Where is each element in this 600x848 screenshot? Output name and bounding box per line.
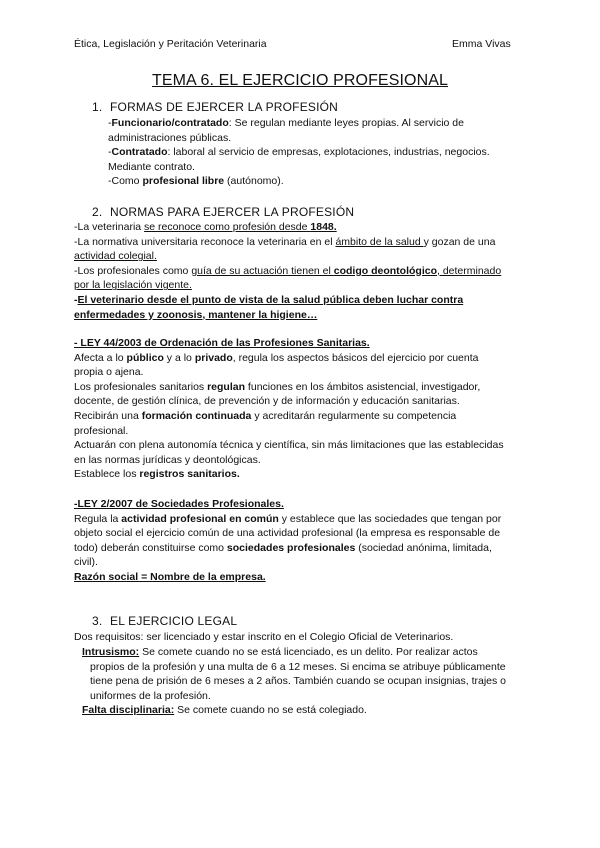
header-author: Emma Vivas xyxy=(452,38,511,50)
section-2-heading xyxy=(92,205,354,219)
text-line: profesional. xyxy=(74,424,129,437)
text-line: enfermedades y zoonosis, mantener la higiene… xyxy=(74,308,318,321)
text-line: -El veterinario desde el punto de vista de la salud pública deben luchar contra xyxy=(74,293,464,306)
text-line: Mediante contrato. xyxy=(108,160,195,173)
page-title: TEMA 6. EL EJERCICIO PROFESIONAL xyxy=(151,72,448,89)
text-line: actividad colegial. xyxy=(74,250,157,263)
text-line: Actuarán con plena autonomía técnica y científica, sin más limitaciones que las establecidas xyxy=(74,439,504,452)
text-line: uniformes de la profesión. xyxy=(90,689,211,702)
section-1-number: 1. xyxy=(92,100,103,114)
text-line: -Contratado: laboral al servicio de empresas, explotaciones, industrias, negocios. xyxy=(108,146,490,159)
text-line: -La veterinaria se reconoce como profesión desde 1848. xyxy=(74,221,337,233)
section-3-body xyxy=(82,645,506,718)
header-course: Ética, Legislación y Peritación Veterinaria xyxy=(74,38,267,50)
text-line: -Como profesional libre (autónomo). xyxy=(108,175,284,188)
ley-44-2003-heading: - LEY 44/2003 de Ordenación de las Profesiones Sanitarias. xyxy=(74,337,370,349)
section-1-heading xyxy=(92,100,338,114)
ley-44-2003-block xyxy=(74,336,504,482)
text-line: propios de la profesión y una multa de 6 a 12 meses. Si encima se atribuye públicamente xyxy=(90,660,506,673)
text-line: civil). xyxy=(74,556,98,569)
text-line: Afecta a lo público y a lo privado, regula los aspectos básicos del ejercicio por cuenta xyxy=(74,351,479,364)
text-line: Los profesionales sanitarios regulan funciones en los ámbitos asistencial, investigador, xyxy=(74,380,481,393)
section-3-number: 3. xyxy=(92,614,103,628)
text-line: todo) deberán constituirse como sociedades profesionales (sociedad anónima, limitada, xyxy=(74,541,492,554)
text-line: propia o ajena. xyxy=(74,366,144,379)
text-line: docente, de gestión clínica, de prevención y de información y educación sanitarias. xyxy=(74,395,460,408)
ley-2-2007-block xyxy=(74,497,501,585)
text-line: Recibirán una formación continuada y acreditarán regularmente su competencia xyxy=(74,409,457,422)
text-line: objeto social el ejercicio común de una actividad profesional (la empresa es responsable de xyxy=(74,527,501,540)
text-line: administraciones públicas. xyxy=(108,131,232,144)
section-3-heading xyxy=(92,614,237,628)
text-line: Establece los registros sanitarios. xyxy=(74,468,240,481)
section-2-body xyxy=(74,220,501,322)
text-line: por la legislación vigente. xyxy=(74,279,192,292)
ley-2-2007-heading: -LEY 2/2007 de Sociedades Profesionales. xyxy=(74,498,284,510)
text-line: Regula la actividad profesional en común y establece que las sociedades que tengan por xyxy=(74,512,502,525)
text-line: Razón social = Nombre de la empresa. xyxy=(74,570,266,583)
text-line: tiene pena de prisión de 6 meses a 2 años. También cuando se ocupan insignias, trajes o xyxy=(90,675,506,688)
section-1-title: FORMAS DE EJERCER LA PROFESIÓN xyxy=(110,100,339,114)
text-line: Intrusismo: Se comete cuando no se está licenciado, es un delito. Por realizar actos xyxy=(82,646,478,658)
section-3-intro xyxy=(74,630,453,645)
text-line: -Los profesionales como guía de su actuación tienen el codigo deontológico, determinado xyxy=(74,264,502,277)
text-line: Falta disciplinaria: Se comete cuando no se está colegiado. xyxy=(82,704,367,717)
section-2-number: 2. xyxy=(92,205,103,219)
text-line: -Funcionario/contratado: Se regulan mediante leyes propias. Al servicio de xyxy=(108,117,464,129)
text-line: en las normas jurídicas y deontológicas. xyxy=(74,453,261,466)
section-2-title: NORMAS PARA EJERCER LA PROFESIÓN xyxy=(110,205,355,219)
text-line: Dos requisitos: ser licenciado y estar inscrito en el Colegio Oficial de Veterinarios. xyxy=(74,631,454,643)
section-1-body xyxy=(108,116,490,189)
section-3-title: EL EJERCICIO LEGAL xyxy=(110,614,238,628)
text-line: -La normativa universitaria reconoce la veterinaria en el ámbito de la salud y gozan de una xyxy=(74,235,496,248)
